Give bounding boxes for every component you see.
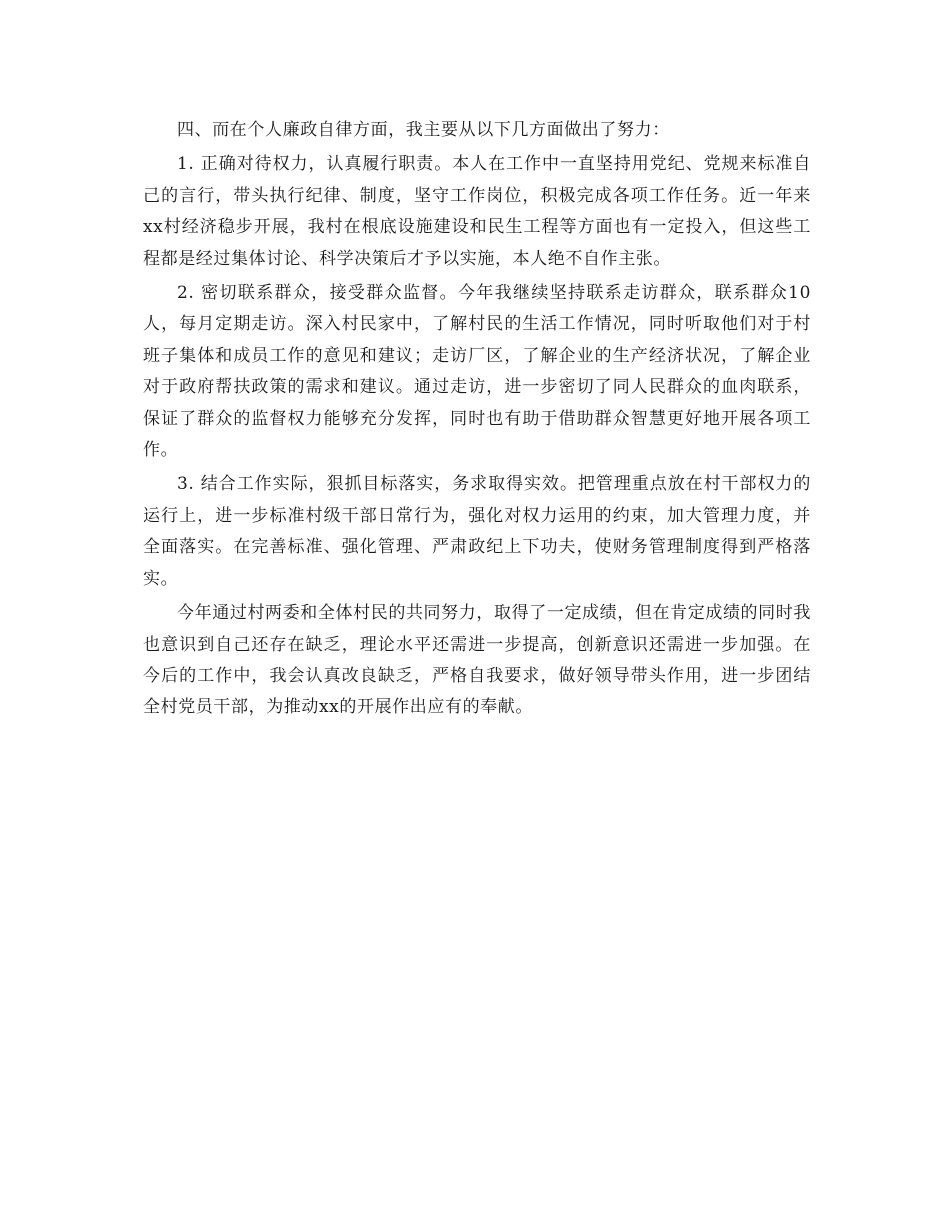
section-heading-paragraph: 四、而在个人廉政自律方面，我主要从以下几方面做出了努力：: [177, 120, 670, 140]
document-body: [143, 115, 811, 727]
paragraph-item-2: 2. 密切联系群众，接受群众监督。今年我继续坚持联系走访群众，联系群众10人，每月定期走访。深入村民家中，了解村民的生活工作情况，同时听取他们对于村班子集体和成员工作的意见和建议；走访厂区，了解企业的生产经济状况，了解企业对于政府帮扶政策的需求和建议。通过走访，进一步密切了同人民群众的血肉联系，保证了群众的监督权力能够充分发挥，同时也有助于借助群众智慧更好地开展各项工作。: [143, 283, 811, 461]
paragraph-item-1: 1. 正确对待权力，认真履行职责。本人在工作中一直坚持用党纪、党规来标准自己的言行，带头执行纪律、制度，坚守工作岗位，积极完成各项工作任务。近一年来xx村经济稳步开展，我村在根底设施建设和民生工程等方面也有一定投入，但这些工程都是经过集体讨论、科学决策后才予以实施，本人绝不自作主张。: [143, 154, 811, 269]
summary-paragraph: 今年通过村两委和全体村民的共同努力，取得了一定成绩，但在肯定成绩的同时我也意识到自己还存在缺乏，理论水平还需进一步提高，创新意识还需进一步加强。在今后的工作中，我会认真改良缺乏，严格自我要求，做好领导带头作用，进一步团结全村党员干部，为推动xx的开展作出应有的奉献。: [143, 603, 811, 718]
paragraph-item-3: 3. 结合工作实际，狠抓目标落实，务求取得实效。把管理重点放在村干部权力的运行上，进一步标准村级干部日常行为，强化对权力运用的约束，加大管理力度，并全面落实。在完善标准、强化管理、严肃政纪上下功夫，使财务管理制度得到严格落实。: [143, 474, 811, 589]
